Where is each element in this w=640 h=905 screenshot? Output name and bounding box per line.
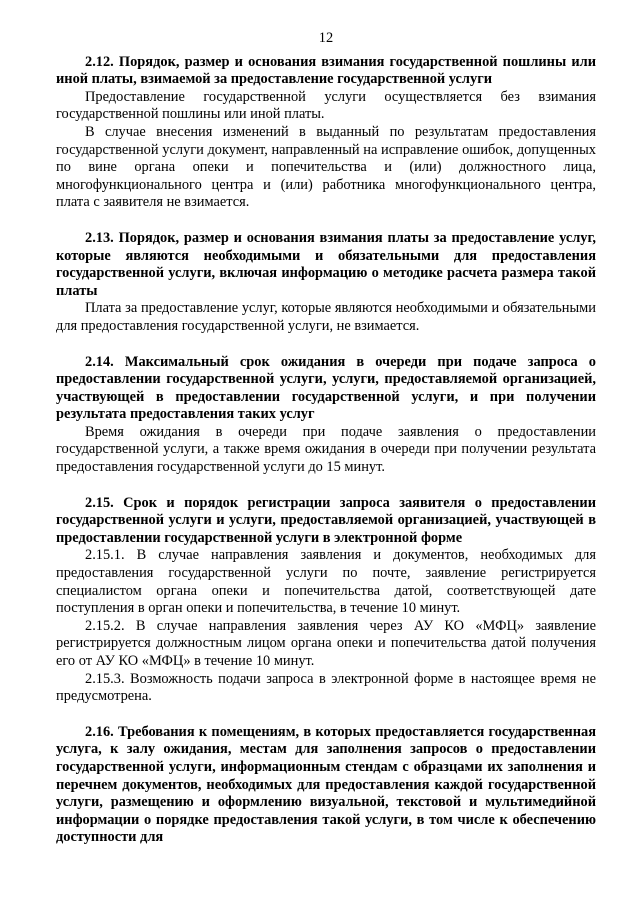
section-gap bbox=[56, 336, 596, 354]
section-2-14 bbox=[56, 354, 596, 477]
paragraph: Время ожидания в очереди при подаче заявления о предоставлении государственной услуги, а также время ожидания в очереди при получении результата предоставления государственной услуги до 15 минут. bbox=[56, 423, 596, 476]
paragraph: 2.15.1. В случае направления заявления и документов, необходимых для предоставления государственной услуги по почте, заявление регистрируется специалистом органа опеки и попечительства датой, соответствующей дате поступления в орган опеки и попечительства, в течение 10 минут. bbox=[56, 547, 596, 617]
section-gap bbox=[56, 477, 596, 495]
section-heading: 2.15. Срок и порядок регистрации запроса заявителя о предоставлении государственной услуги и услуги, предоставляемой организацией, участвующей в предоставлении государственной услуги в электронной форме bbox=[56, 494, 596, 546]
section-2-16 bbox=[56, 724, 596, 847]
section-heading: 2.16. Требования к помещениям, в которых предоставляется государственная услуга, к залу ожидания, местам для заполнения запросов о предоставлении государственной услуги, информационным стендам с образцами их заполнения и перечнем документов, необходимых для предоставления каждой государственной услуги, размещению и оформлению визуальной, текстовой и мультимедийной информации о порядке предоставления такой услуги, в том числе к обеспечению доступности для bbox=[56, 723, 596, 846]
section-2-12 bbox=[56, 54, 596, 212]
section-gap bbox=[56, 706, 596, 724]
section-heading: 2.13. Порядок, размер и основания взимания платы за предоставление услуг, которые являются необходимыми и обязательными для предоставления государственной услуги, включая информацию о методике расчета размера такой платы bbox=[56, 229, 596, 299]
paragraph: Предоставление государственной услуги осуществляется без взимания государственной пошлины или иной платы. bbox=[56, 88, 596, 123]
section-2-15 bbox=[56, 495, 596, 706]
section-heading: 2.14. Максимальный срок ожидания в очереди при подаче запроса о предоставлении государственной услуги, услуги, предоставляемой организацией, участвующей в предоставлении государственной услуги, и при получении результата предоставления таких услуг bbox=[56, 353, 596, 423]
paragraph: 2.15.2. В случае направления заявления через АУ КО «МФЦ» заявление регистрируется должностным лицом органа опеки и попечительства датой получения его от АУ КО «МФЦ» в течение 10 минут. bbox=[56, 617, 596, 669]
page-number: 12 bbox=[318, 30, 334, 46]
paragraph: В случае внесения изменений в выданный по результатам предоставления государственной услуги документ, направленный на исправление ошибок, допущенных по вине органа опеки и попечительства и (или) должностного лица, многофункционального центра и (или) работника многофункционального центра, плата с заявителя не взимается. bbox=[56, 123, 596, 211]
section-heading: 2.12. Порядок, размер и основания взимания государственной пошлины или иной платы, взимаемой за предоставление государственной услуги bbox=[56, 53, 596, 88]
paragraph: Плата за предоставление услуг, которые являются необходимыми и обязательными для предоставления государственной услуги, не взимается. bbox=[56, 300, 596, 334]
document-page bbox=[56, 30, 596, 847]
section-gap bbox=[56, 212, 596, 230]
section-2-13 bbox=[56, 230, 596, 336]
paragraph: 2.15.3. Возможность подачи запроса в электронной форме в настоящее время не предусмотрена. bbox=[56, 670, 596, 705]
